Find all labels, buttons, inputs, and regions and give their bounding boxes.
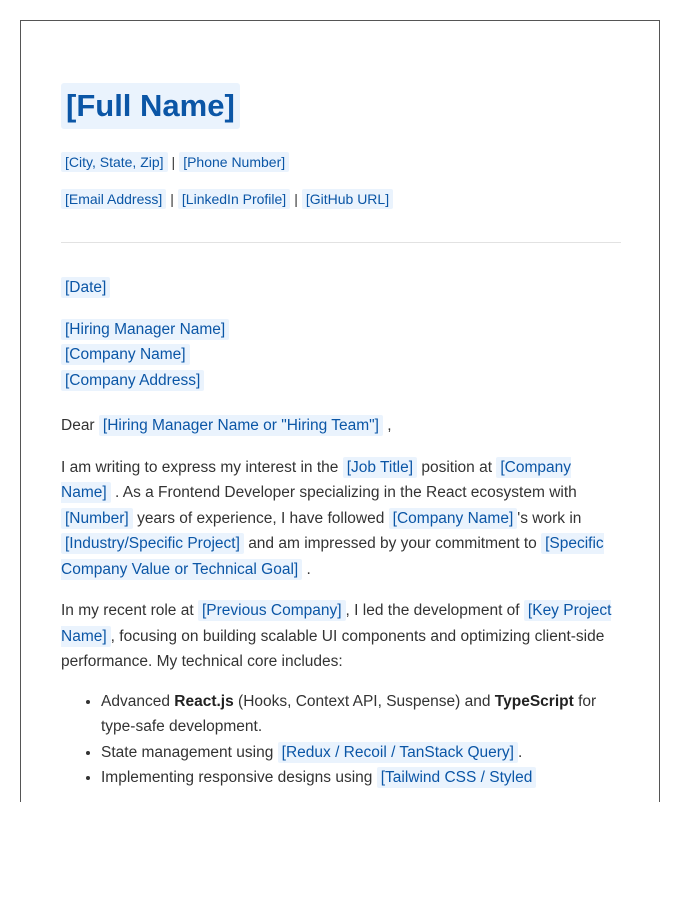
cover-letter	[61, 83, 621, 791]
key-project-name: [Key Project Name]	[61, 602, 612, 645]
date-placeholder: [Date]	[61, 277, 110, 298]
text: Implementing responsive designs using	[101, 769, 373, 786]
full-name: [Full Name]	[61, 83, 240, 129]
text: .	[517, 743, 523, 761]
text: , I led the development of	[345, 602, 520, 619]
skill-react: React.js	[174, 692, 234, 710]
styling-placeholder: [Tailwind CSS / Styled	[377, 767, 537, 788]
industry-project: [Industry/Specific Project]	[61, 533, 244, 554]
state-management-placeholder: [Redux / Recoil / TanStack Query]	[278, 742, 518, 763]
skill-typescript: TypeScript	[494, 692, 574, 710]
document-page	[20, 20, 660, 802]
years-number: [Number]	[61, 508, 133, 529]
company-name: [Company Name]	[61, 458, 571, 501]
previous-company: [Previous Company]	[198, 600, 346, 621]
greeting	[61, 413, 621, 439]
greeting-suffix: ,	[387, 417, 392, 434]
email-address: [Email Address]	[61, 189, 166, 209]
text: In my recent role at	[61, 602, 194, 619]
text: years of experience, I have followed	[137, 509, 385, 527]
company-value: [Specific Company Value or Technical Goal]	[61, 535, 604, 578]
text: .	[306, 560, 311, 578]
recipient-block	[61, 317, 621, 394]
phone-number: [Phone Number]	[179, 152, 289, 172]
text: 's work in	[517, 509, 582, 527]
greeting-prefix: Dear	[61, 417, 95, 434]
list-item	[101, 689, 621, 740]
contact-line-2	[61, 188, 621, 210]
separator: |	[171, 154, 176, 170]
paragraph-intro	[61, 455, 621, 583]
letter-date	[61, 275, 621, 301]
text: position at	[421, 458, 493, 476]
company-address: [Company Address]	[61, 370, 204, 391]
text: and am impressed by your commitment to	[248, 535, 537, 552]
hiring-manager-name: [Hiring Manager Name]	[61, 319, 229, 340]
linkedin-profile: [LinkedIn Profile]	[178, 189, 290, 209]
skills-list	[61, 689, 621, 791]
list-item	[101, 765, 621, 791]
text: for type-safe development.	[101, 692, 597, 735]
github-url: [GitHub URL]	[302, 189, 393, 209]
separator: |	[294, 191, 298, 207]
separator: |	[170, 191, 174, 207]
header-divider	[61, 242, 621, 243]
contact-line-1	[61, 151, 621, 173]
greeting-name: [Hiring Manager Name or "Hiring Team"]	[99, 415, 383, 436]
list-item	[101, 740, 621, 766]
text: Advanced	[101, 692, 170, 710]
company-name: [Company Name]	[61, 344, 190, 365]
text: (Hooks, Context API, Suspense) and	[238, 692, 491, 710]
text: , focusing on building scalable UI components and optimizing client-side performance. My technical core includes:	[61, 627, 605, 670]
company-name: [Company Name]	[389, 508, 518, 529]
letter-header	[61, 83, 621, 210]
paragraph-experience	[61, 598, 621, 675]
text: . As a Frontend Developer specializing in the React ecosystem with	[114, 484, 577, 501]
city-state-zip: [City, State, Zip]	[61, 152, 168, 172]
text: State management using	[101, 743, 274, 761]
text: I am writing to express my interest in the	[61, 458, 339, 476]
job-title: [Job Title]	[343, 457, 417, 478]
